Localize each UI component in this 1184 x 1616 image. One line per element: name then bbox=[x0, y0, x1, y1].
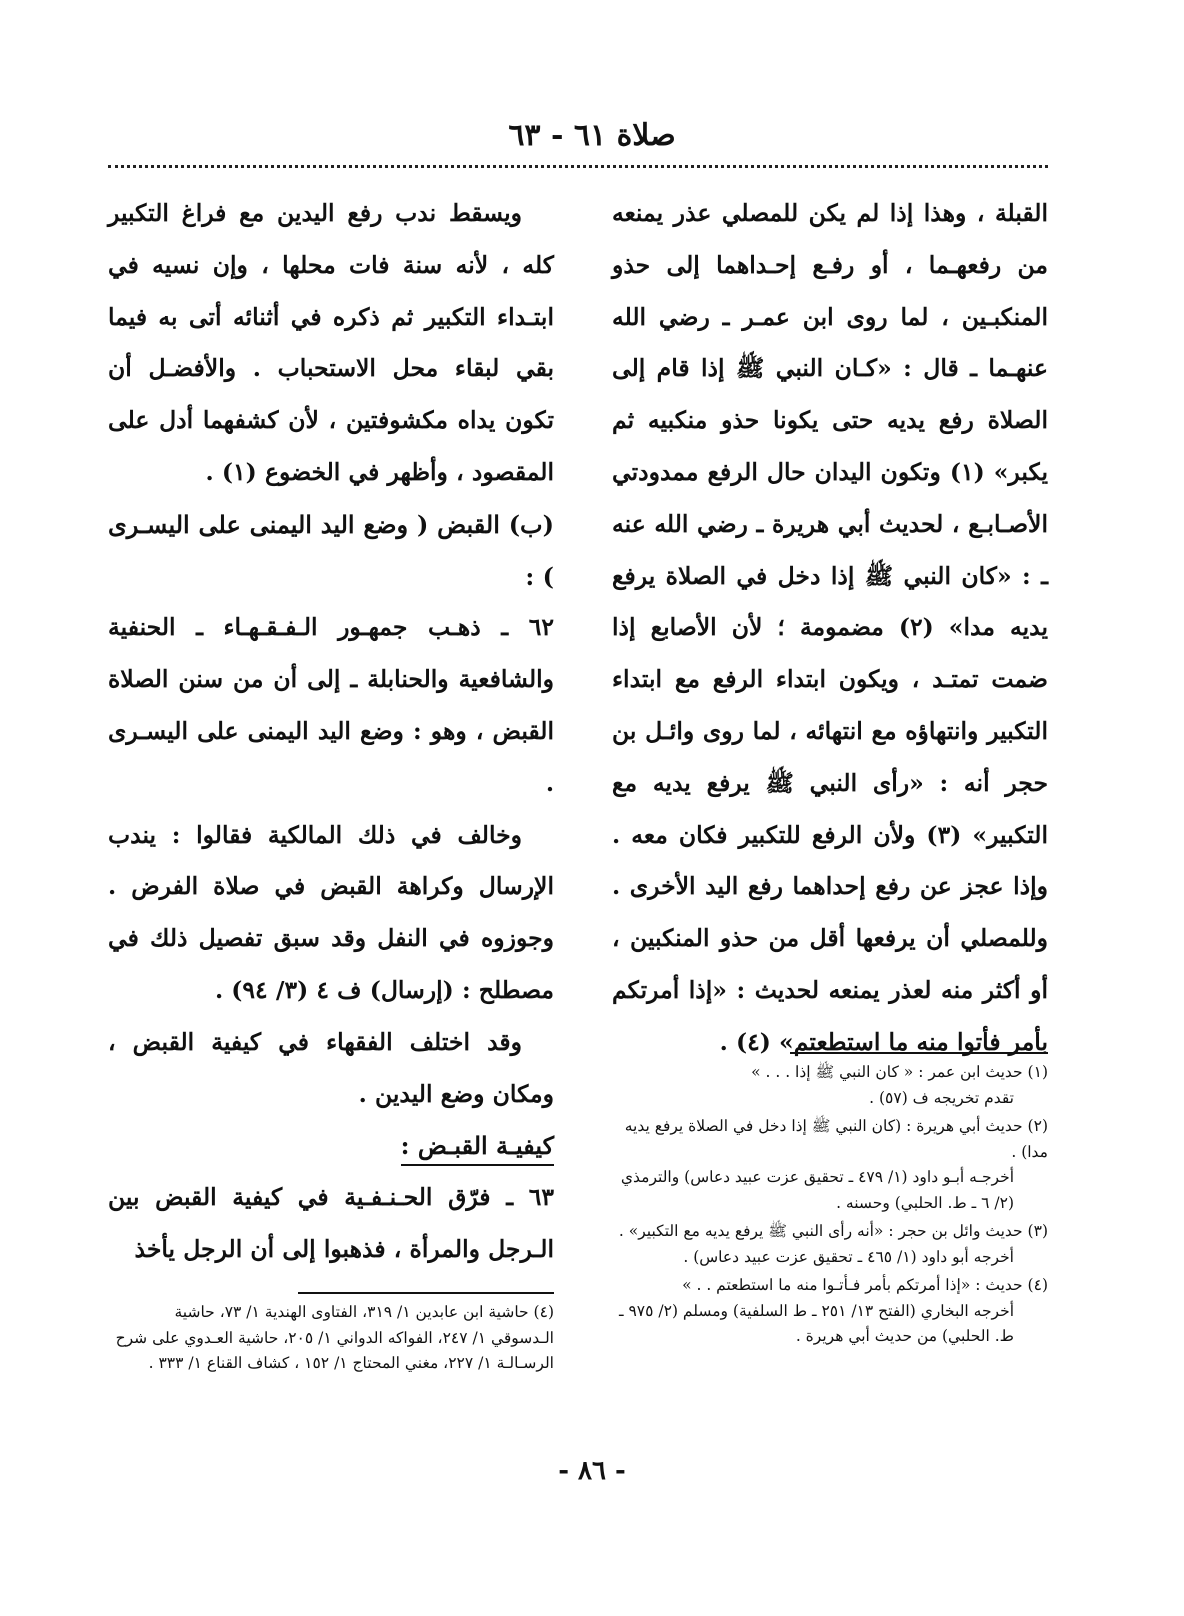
header-dotted-rule bbox=[108, 165, 1048, 168]
footnote-3-source: أخرجه أبو داود (١/ ٤٦٥ ـ تحقيق عزت عبيد دعاس) . bbox=[683, 1247, 1014, 1266]
left-paragraph-1: ويسقط ندب رفع اليدين مع فراغ التكبير كله ، لأنه سنة فات محلها ، وإن نسيه في ابتـداء التكبير ثم ذكره في أثنائه أتى به فيما بقي لبقاء محل الاستحباب . والأفضـل أن تكون يداه مكشوفتين ، لأن كشفهما أدل على المقصود ، وأظهر في الخضوع (١) . bbox=[108, 199, 554, 486]
left-paragraph-3: وخالف في ذلك المالكية فقالوا : يندب الإرسال وكراهة القبض في صلاة الفرض . وجوزوه في النفل وقد سبق تفصيل ذلك في مصطلح : (إرسال) ف ٤ (٣/ ٩٤) . bbox=[108, 820, 554, 1004]
right-column-text bbox=[612, 188, 1048, 1069]
footnote-3 bbox=[612, 1219, 1048, 1270]
footnote-4 bbox=[612, 1273, 1048, 1350]
right-paragraph: القبلة ، وهذا إذا لم يكن للمصلي عذر يمنعه من رفعهـما ، أو رفـع إحـداهما إلى حذو المنكبـين ، لما روى ابن عمـر ـ رضي الله عنهـما ـ قال : «كـان النبي ﷺ إذا قام إلى الصلاة رفع يديه حتى يكونا حذو منكبيه ثم يكبر» (١) وتكون اليدان حال الرفع ممدودتي الأصـابـع ، لحديث أبي هريرة ـ رضي الله عنه ـ : «كان النبي ﷺ إذا دخل في الصلاة يرفع يديه مدا» (٢) مضمومة ؛ لأن الأصابع إذا ضمت تمتـد ، ويكون ابتداء الرفع مع ابتداء التكبير وانتهاؤه مع انتهائه ، لما روى وائـل بن حجر أنه : «رأى النبي ﷺ يرفع يديه مع التكبير» (٣) ولأن الرفع للتكبير فكان معه . وإذا عجز عن رفع إحداهما رفع اليد الأخرى . وللمصلي أن يرفعها أقل من حذو المنكبين ، أو أكثر منه لعذر يمنعه لحديث : «إذا أمرتكم بأمر فأتوا منه ما استطعتم» (٤) . bbox=[612, 199, 1048, 1056]
footnote-left-4: (٤) حاشية ابن عابدين ١/ ٣١٩، الفتاوى الهندية ١/ ٧٣، حاشية الـدسوقي ١/ ٢٤٧، الفواكه الدواني ١/ ٢٠٥، حاشية العـدوي على شرح الرسـالـة ١/ ٢٢٧، مغني المحتاج ١/ ١٥٢ ، كشاف القناع ١/ ٣٣٣ . bbox=[115, 1303, 554, 1372]
footnotes-left bbox=[108, 1300, 554, 1380]
left-paragraph-63: ٦٣ ـ فرّق الحـنـفـية في كيفية القبض بين الـرجل والمرأة ، فذهبوا إلى أن الرجل يأخذ bbox=[108, 1183, 554, 1263]
left-column-text bbox=[108, 188, 554, 1276]
footnote-3-text: (٣) حديث وائل بن حجر : «أنه رأى النبي ﷺ يرفع يديه مع التكبير» . bbox=[618, 1222, 1048, 1240]
footnote-4-source: أخرجه البخاري (الفتح ١٣/ ٢٥١ ـ ط السلفية) ومسلم (٢/ ٩٧٥ ـ ط. الحلبي) من حديث أبي هريرة . bbox=[619, 1301, 1014, 1345]
left-paragraph-4: وقد اختلف الفقهاء في كيفية القبض ، ومكان وضع اليدين . bbox=[108, 1027, 554, 1108]
footnote-2-source: أخرجـه أبـو داود (١/ ٤٧٩ ـ تحقيق عزت عبيد دعاس) والترمذي (٢/ ٦ ـ ط. الحلبي) وحسنه . bbox=[620, 1168, 1014, 1212]
footnote-4-text: (٤) حديث : «إذا أمرتكم بأمر فـأتـوا منه ما استطعتم . . » bbox=[682, 1276, 1048, 1294]
section-heading-b: (ب) القبض ( وضع اليد اليمنى على اليسـرى ) : bbox=[108, 509, 554, 591]
footnote-2 bbox=[612, 1114, 1048, 1216]
subheading-qabd bbox=[108, 1120, 554, 1172]
page-number: - ٨٦ - bbox=[558, 1456, 626, 1486]
footnote-rule-right bbox=[790, 1052, 1048, 1054]
subheading-qabd-text: كيفيـة القبـض : bbox=[401, 1128, 554, 1166]
left-paragraph-62: ٦٢ ـ ذهـب جمهـور الـفـقـهـاء ـ الحنفية والشافعية والحنابلة ـ إلى أن من سنن الصلاة القبض ، وهو : وضع اليد اليمنى على اليسـرى . bbox=[108, 613, 554, 797]
footnote-1-source: تقدم تخريجه ف (٥٧) . bbox=[869, 1088, 1014, 1107]
footnote-1-text: (١) حديث ابن عمر : « كان النبي ﷺ إذا . . . » bbox=[751, 1063, 1048, 1081]
page-header-title: صلاة ٦١ - ٦٣ bbox=[508, 118, 676, 153]
footnote-1 bbox=[612, 1060, 1048, 1111]
footnotes-right bbox=[612, 1060, 1048, 1353]
footnote-rule-left bbox=[298, 1292, 554, 1294]
right-column bbox=[612, 188, 1048, 1069]
footnote-2-text: (٢) حديث أبي هريرة : (كان النبي ﷺ إذا دخل في الصلاة يرفع يديه مدا) . bbox=[624, 1117, 1048, 1161]
left-column bbox=[108, 188, 554, 1276]
